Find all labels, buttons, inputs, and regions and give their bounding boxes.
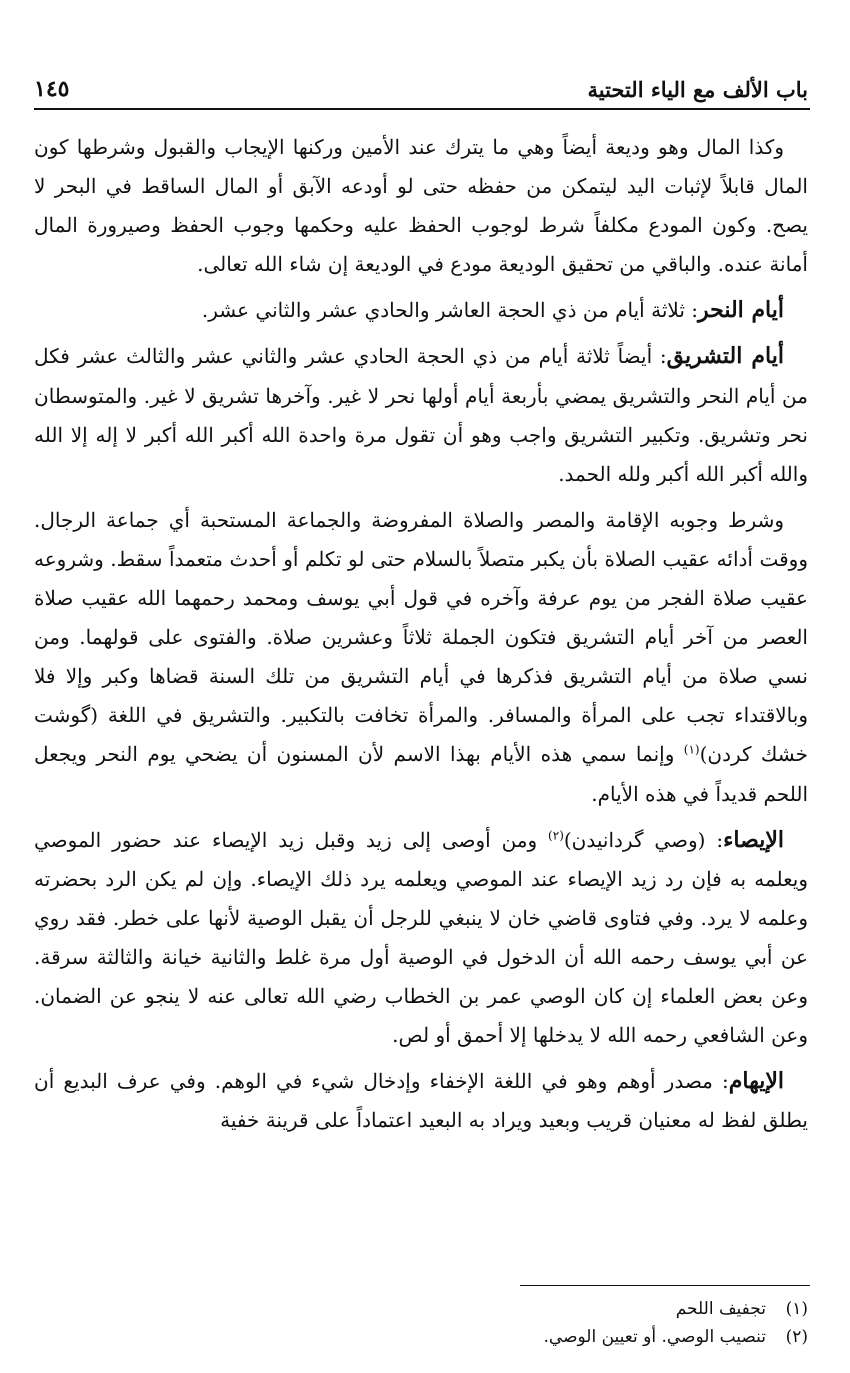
main-text (34, 128, 808, 1147)
footnote-text: تجفيف اللحم (675, 1299, 766, 1319)
header-divider (34, 108, 810, 110)
entry-text: : ثلاثة أيام من ذي الحجة العاشر والحادي عشر والثاني عشر. (201, 298, 698, 323)
footnote-divider (520, 1285, 810, 1286)
footnote-text: تنصيب الوصي. أو تعيين الوصي. (543, 1327, 766, 1347)
paragraph-al-isaa (34, 821, 808, 1056)
page-number: ١٤٥ (34, 76, 70, 102)
footnote-number: (٢) (785, 1327, 808, 1347)
page-header (34, 62, 808, 102)
paragraph-text: وإنما سمي هذه الأيام بهذا الاسم لأن المسنون أن يضحي يوم النحر ويجعل اللحم قديداً في هذه الأيام. (34, 742, 808, 806)
paragraph-wadia: وكذا المال وهو وديعة أيضاً وهي ما يترك عند الأمين وركنها الإيجاب والقبول وشرطها كون المال قابلاً لإثبات اليد ليتمكن من حفظه حتى لو أودعه الآبق أو المال الساقط في البحر لا يصح. وكون المودع مكلفاً شرط لوجوب الحفظ عليه وحكمها وجوب الحفظ وصيرورة المال أمانة عنده. والباقي من تحقيق الوديعة مودع في الوديعة إن شاء الله تعالى. (34, 135, 808, 277)
footnote-number: (١) (785, 1299, 808, 1319)
entry-term: أيام التشريق (666, 343, 784, 370)
footnote (34, 1295, 808, 1323)
footnote (34, 1323, 808, 1351)
entry-text: : (وصي گردانيدن) (563, 827, 724, 852)
paragraph-takbir-conditions (34, 501, 808, 814)
paragraph-ayyam-al-nahr (34, 291, 808, 330)
paragraph-text: وشرط وجوبه الإقامة والمصر والصلاة المفروضة والجماعة المستحبة أي جماعة الرجال. ووقت أدائه عقيب الصلاة بأن يكبر متصلاً بالسلام حتى لو تكلم أو أحدث متعمداً سقط. وشروعه عقيب صلاة الفجر من يوم عرفة وآخره في قول أبي يوسف ومحمد رحمهما الله عقيب صلاة العصر من آخر أيام التشريق فتكون الجملة ثلاثاً وعشرين صلاة. والفتوى على قولهما. ومن نسي صلاة من أيام التشريق فذكرها في أيام التشريق من تلك السنة قضاها وكبر وإلا فلا وبالاقتداء تجب على المرأة والمسافر. والمرأة تخافت بالتكبير. والتشريق في اللغة (گوشت خشك كردن) (34, 507, 808, 767)
paragraph-al-iham (34, 1062, 808, 1140)
entry-text: ومن أوصى إلى زيد وقبل زيد الإيصاء عند حضور الموصي ويعلمه به فإن رد زيد الإيصاء عند الموصي ويعلمه يرد ذلك الإيصاء. وإن لم يكن الرد بحضرته وعلمه لا يرد. وفي فتاوى قاضي خان لا ينبغي للرجل أن يقبل الوصية لأنها على خطر. فقد روي عن أبي يوسف رحمه الله أن الدخول في الوصية أول مرة غلط والثانية خيانة والثالثة سرقة. وعن بعض العلماء إن كان الوصي عمر بن الخطاب رضي الله تعالى عنه لا ينجو عن الضمان. وعن الشافعي رحمه الله لا يدخلها إلا أحمق أو لص. (34, 827, 808, 1048)
entry-text: : أيضاً ثلاثة أيام من ذي الحجة الحادي عشر والثاني عشر والثالث عشر فكل من أيام النحر والتشريق يمضي بأربعة أيام أولها نحر لا غير. وآخرها تشريق لا غير. والمتوسطان نحر وتشريق. وتكبير التشريق واجب وهو أن تقول مرة واحدة الله أكبر الله أكبر لا إله إلا الله والله أكبر الله أكبر ولله الحمد. (34, 344, 808, 486)
paragraph-ayyam-al-tashriq (34, 337, 808, 493)
entry-term: أيام النحر (697, 297, 784, 324)
footnote-ref[interactable]: (١) (683, 742, 700, 757)
running-title: باب الألف مع الياء التحتية (587, 77, 808, 102)
footnotes (34, 1295, 808, 1351)
footnote-ref[interactable]: (٢) (548, 827, 564, 842)
entry-term: الإيهام (728, 1068, 784, 1095)
entry-term: الإيصاء (723, 826, 784, 853)
entry-text: : مصدر أوهم وهو في اللغة الإخفاء وإدخال شيء في الوهم. وفي عرف البديع أن يطلق لفظ له معنيان قريب وبعيد ويراد به البعيد اعتماداً على قرينة خفية (34, 1069, 808, 1133)
